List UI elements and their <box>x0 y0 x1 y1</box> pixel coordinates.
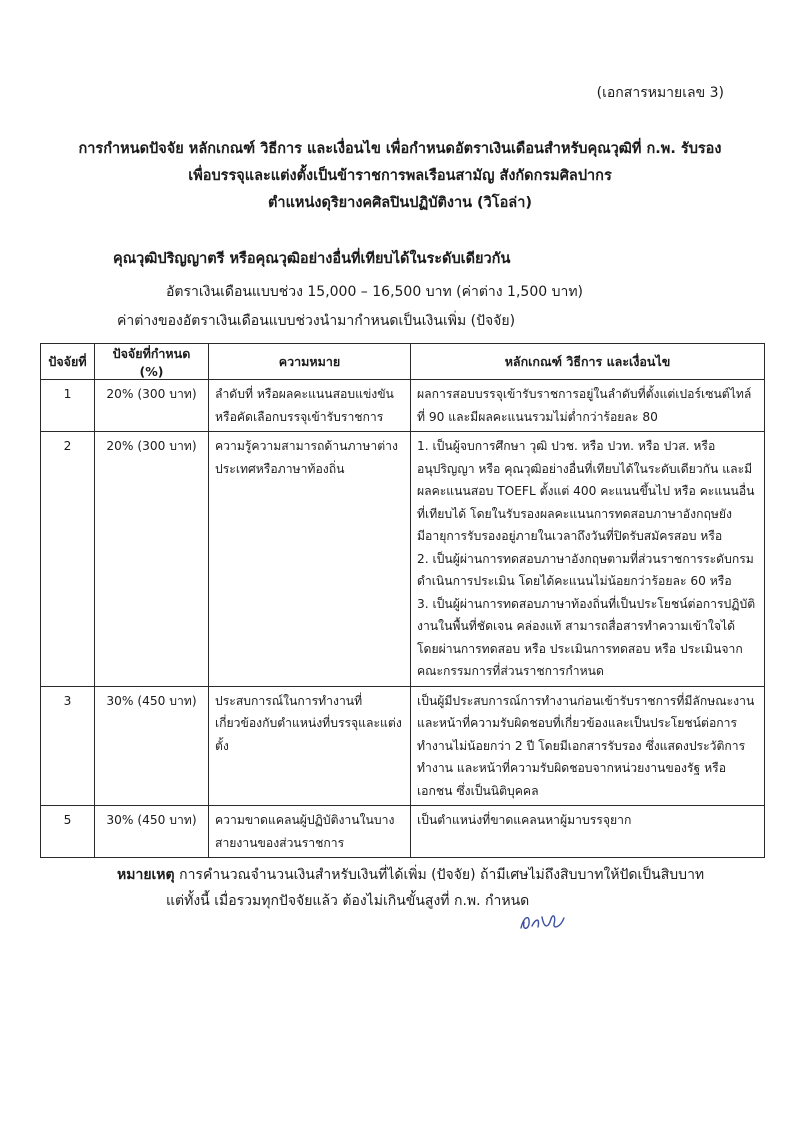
heading-line-1: การกำหนดปัจจัย หลักเกณฑ์ วิธีการ และเงื่อนไข เพื่อกำหนดอัตราเงินเดือนสำหรับคุณวุฒิที่ ก.พ. รับรอง <box>78 141 722 157</box>
criteria-text: เป็นผู้มีประสบการณ์การทำงานก่อนเข้ารับราชการที่มีลักษณะงาน และหน้าที่ความรับผิดชอบที่เกี่ยวข้องและเป็นประโยชน์ต่อการทำงานไม่น้อยกว่า 2 ปี โดยมีเอกสารรับรอง ซึ่งแสดงประวัติการทำงาน และหน้าที่ความรับผิดชอบจากหน่วยงานของรัฐ หรือ เอกชน ซึ่งเป็นนิติบุคคล <box>417 693 755 798</box>
table-row <box>41 432 765 687</box>
header-factor-percent: ปัจจัยที่กำหนด (%) <box>95 344 209 380</box>
difference-note: ค่าต่างของอัตราเงินเดือนแบบช่วงนำมากำหนดเป็นเงินเพิ่ม (ปัจจัย) <box>117 313 516 329</box>
table-row <box>41 380 765 432</box>
initials-signature <box>518 908 568 934</box>
factor-percent: 30% (450 บาท) <box>95 806 209 858</box>
table-row <box>41 806 765 858</box>
factor-meaning: ความรู้ความสามารถด้านภาษาต่างประเทศหรือภาษาท้องถิ่น <box>209 432 411 687</box>
salary-range: อัตราเงินเดือนแบบช่วง 15,000 – 16,500 บาท (ค่าต่าง 1,500 บาท) <box>166 284 584 300</box>
factor-criteria <box>411 686 765 806</box>
qualification-title: คุณวุฒิปริญญาตรี หรือคุณวุฒิอย่างอื่นที่เทียบได้ในระดับเดียวกัน <box>113 251 511 267</box>
criteria-item-1: 1. เป็นผู้จบการศึกษา วุฒิ ปวช. หรือ ปวท. หรือ ปวส. หรือ อนุปริญญา หรือ คุณวุฒิอย่างอื่นที่เทียบได้ในระดับเดียวกัน และมีผลคะแนนสอบ TOEFL ตั้งแต่ 400 คะแนนขึ้นไป หรือ คะแนนอื่นที่เทียบได้ โดยในรับรองผลคะแนนการทดสอบภาษาอังกฤษยังมีอายุการรับรองอยู่ภายในเวลาถึงวันที่ปิดรับสมัครสอบ หรือ <box>417 439 755 543</box>
heading-line-2: เพื่อบรรจุและแต่งตั้งเป็นข้าราชการพลเรือนสามัญ สังกัดกรมศิลปากร <box>188 168 612 184</box>
header-criteria: หลักเกณฑ์ วิธีการ และเงื่อนไข <box>411 344 765 380</box>
document-heading <box>0 136 800 217</box>
factor-meaning: ประสบการณ์ในการทำงานที่เกี่ยวข้องกับตำแหน่งที่บรรจุและแต่งตั้ง <box>209 686 411 806</box>
table-row <box>41 686 765 806</box>
factor-percent: 30% (450 บาท) <box>95 686 209 806</box>
factor-meaning: ลำดับที่ หรือผลคะแนนสอบแข่งขัน หรือคัดเลือกบรรจุเข้ารับราชการ <box>209 380 411 432</box>
header-factor-no: ปัจจัยที่ <box>41 344 95 380</box>
factor-percent: 20% (300 บาท) <box>95 432 209 687</box>
heading-line-3: ตำแหน่งดุริยางคศิลปินปฏิบัติงาน (วิโอล่า) <box>268 195 532 211</box>
criteria-text: เป็นตำแหน่งที่ขาดแคลนหาผู้มาบรรจุยาก <box>417 813 632 827</box>
factor-percent: 20% (300 บาท) <box>95 380 209 432</box>
factor-criteria <box>411 380 765 432</box>
criteria-item-2: 2. เป็นผู้ผ่านการทดสอบภาษาอังกฤษตามที่ส่วนราชการระดับกรมดำเนินการประเมิน โดยได้คะแนนไม่น้อยกว่าร้อยละ 60 หรือ <box>417 551 754 588</box>
remark-text: การคำนวณจำนวนเงินสำหรับเงินที่ได้เพิ่ม (ปัจจัย) ถ้ามีเศษไม่ถึงสิบบาทให้ปัดเป็นสิบบาท <box>179 867 705 883</box>
factor-no: 5 <box>41 806 95 858</box>
factor-no: 3 <box>41 686 95 806</box>
remark-label: หมายเหตุ <box>117 867 175 883</box>
table-header-row <box>41 344 765 380</box>
criteria-text: ผลการสอบบรรจุเข้ารับราชการอยู่ในลำดับที่ตั้งแต่เปอร์เซนต์ไทล์ที่ 90 และมีผลคะแนนรวมไม่ต่ำกว่าร้อยละ 80 <box>417 387 752 424</box>
document-number: (เอกสารหมายเลข 3) <box>596 85 724 101</box>
criteria-item-3: 3. เป็นผู้ผ่านการทดสอบภาษาท้องถิ่นที่เป็นประโยชน์ต่อการปฏิบัติงานในพื้นที่ชัดเจน คล่องแท้ สามารถสื่อสารทำความเข้าใจได้ โดยผ่านการทดสอบ หรือ ประเมินการทดสอบ หรือ ประเมินจากคณะกรรมการที่ส่วนราชการกำหนด <box>417 596 756 678</box>
factor-criteria <box>411 432 765 687</box>
factor-meaning: ความขาดแคลนผู้ปฏิบัติงานในบางสายงานของส่วนราชการ <box>209 806 411 858</box>
factor-no: 1 <box>41 380 95 432</box>
factor-no: 2 <box>41 432 95 687</box>
remark-line-2: แต่ทั้งนี้ เมื่อรวมทุกปัจจัยแล้ว ต้องไม่เกินขั้นสูงที่ ก.พ. กำหนด <box>166 893 530 909</box>
criteria-table <box>40 343 765 858</box>
header-meaning: ความหมาย <box>209 344 411 380</box>
remark-line-1 <box>117 864 704 886</box>
factor-criteria <box>411 806 765 858</box>
